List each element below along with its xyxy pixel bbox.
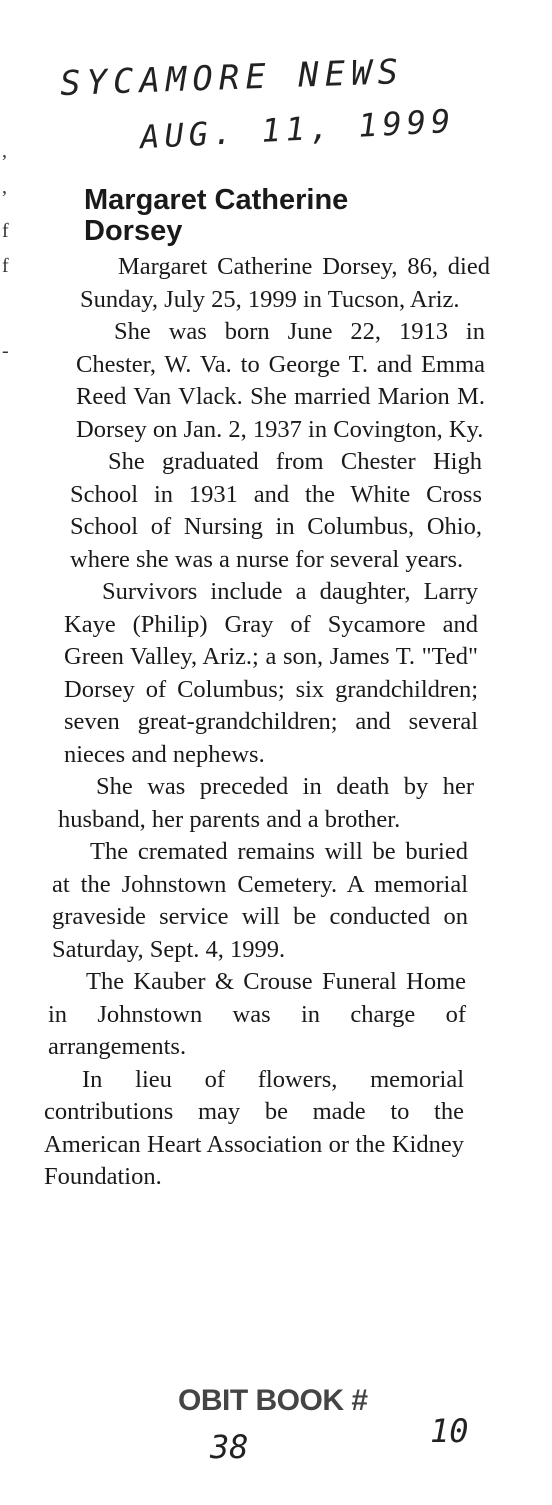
- obituary-paragraph: She was born June 22, 1913 in Chester, W. Va. to George T. and Emma Reed Van Vlack. She married Marion M. Dorsey on Jan. 2, 1937 in Covington, Ky.: [76, 318, 485, 443]
- obit-book-stamp: OBIT BOOK #: [178, 1384, 368, 1417]
- margin-mark: ,: [2, 140, 7, 162]
- obituary-clipping: [40, 170, 490, 1194]
- margin-mark: f: [2, 220, 9, 242]
- handwritten-date: AUG. 11, 1999: [139, 101, 457, 157]
- margin-mark: -: [2, 340, 9, 362]
- margin-mark: ,: [2, 176, 7, 198]
- obituary-paragraph: The cremated remains will be buried at the Johnstown Cemetery. A memorial graveside service will be conducted on Saturday, Sept. 4, 1999.: [52, 838, 468, 963]
- margin-mark: f: [2, 255, 9, 277]
- handwritten-newspaper-name: SYCAMORE NEWS: [59, 52, 405, 104]
- obituary-paragraph: Survivors include a daughter, Larry Kaye (Philip) Gray of Sycamore and Green Valley, Ariz.; a son, James T. "Ted" Dorsey of Columbus; six grandchildren; seven great-grandchildren; and several nieces and nephews.: [64, 578, 478, 768]
- obituary-paragraph: Margaret Catherine Dorsey, 86, died Sunday, July 25, 1999 in Tucson, Ariz.: [80, 253, 490, 313]
- headline-line-1: Margaret Catherine: [84, 184, 349, 216]
- obituary-paragraph: She was preceded in death by her husband, her parents and a brother.: [58, 773, 474, 833]
- obituary-paragraph: She graduated from Chester High School in 1931 and the White Cross School of Nursing in Columbus, Ohio, where she was a nurse for several years.: [70, 448, 482, 573]
- obituary-paragraph: The Kauber & Crouse Funeral Home in Johnstown was in charge of arrangements.: [48, 968, 466, 1060]
- headline-line-2: Dorsey: [84, 215, 183, 247]
- obituary-headline: [84, 185, 480, 247]
- handwritten-book-number: 38: [210, 1428, 249, 1466]
- handwritten-page-number: 10: [430, 1412, 469, 1450]
- obituary-paragraph: In lieu of flowers, memorial contributions may be made to the American Heart Association or the Kidney Foundation.: [44, 1065, 464, 1190]
